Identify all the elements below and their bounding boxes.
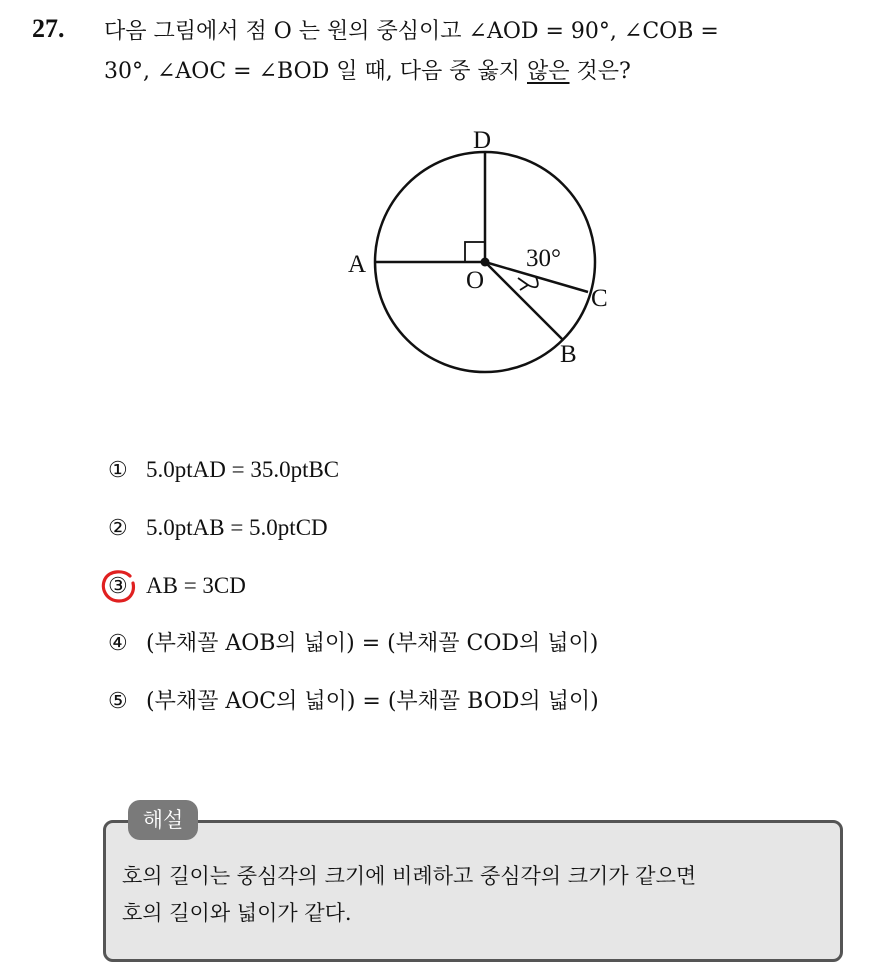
option-2[interactable] bbox=[108, 508, 328, 548]
question-text-line2 bbox=[104, 54, 631, 85]
explanation-line1: 호의 길이는 중심각의 크기에 비례하고 중심각의 크기가 같으면 bbox=[122, 864, 697, 888]
option-5[interactable] bbox=[108, 682, 599, 722]
label-C: C bbox=[591, 285, 608, 312]
label-B: B bbox=[560, 341, 577, 368]
explanation-text bbox=[122, 858, 822, 932]
option-text: 5.0ptAB = 5.0ptCD bbox=[146, 515, 328, 540]
question-number: 27. bbox=[32, 14, 65, 43]
option-4[interactable] bbox=[108, 624, 598, 664]
circle-figure bbox=[330, 120, 650, 380]
center-point bbox=[481, 258, 490, 267]
option-number: ③ bbox=[108, 574, 128, 599]
angle-label: 30° bbox=[526, 245, 561, 272]
label-D: D bbox=[473, 127, 492, 154]
option-3[interactable] bbox=[108, 566, 246, 606]
option-number: ⑤ bbox=[108, 689, 128, 714]
explanation-tab: 해설 bbox=[128, 800, 198, 840]
option-text: (부채꼴 AOB의 넓이) = (부채꼴 COD의 넓이) bbox=[146, 631, 599, 656]
option-text: (부채꼴 AOC의 넓이) = (부채꼴 BOD의 넓이) bbox=[146, 689, 599, 714]
answer-circle-mark bbox=[100, 568, 140, 606]
option-number: ④ bbox=[108, 631, 128, 656]
option-number: ① bbox=[108, 458, 128, 483]
question-text-suffix: 것은? bbox=[576, 59, 631, 84]
angle-arc bbox=[528, 277, 538, 287]
question-underlined-word: 않은 bbox=[527, 59, 570, 84]
option-1[interactable] bbox=[108, 450, 339, 490]
explanation-line2: 호의 길이와 넓이가 같다. bbox=[122, 901, 352, 925]
question-text-prefix: 30°, ∠AOC = ∠BOD 일 때, 다음 중 옳지 bbox=[104, 59, 520, 84]
option-text: AB = 3CD bbox=[146, 573, 246, 598]
angle-arrowhead bbox=[518, 278, 528, 290]
label-A: A bbox=[348, 251, 367, 278]
option-number: ② bbox=[108, 516, 128, 541]
label-O: O bbox=[466, 267, 485, 294]
question-text-line1: 다음 그림에서 점 O 는 원의 중심이고 ∠AOD = 90°, ∠COB = bbox=[104, 19, 719, 44]
option-text: 5.0ptAD = 35.0ptBC bbox=[146, 457, 340, 482]
